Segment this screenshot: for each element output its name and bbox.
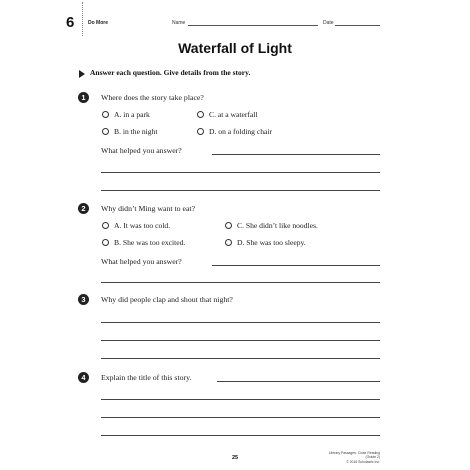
q1-option-a[interactable] [102,110,150,119]
radio-circle-icon[interactable] [102,222,109,229]
answer-line[interactable] [101,435,380,436]
q1-option-d[interactable] [197,127,272,136]
question-number-4: 4 [78,372,89,383]
answer-line[interactable] [101,417,380,418]
radio-circle-icon[interactable] [225,239,232,246]
q2-option-c[interactable] [225,221,318,230]
answer-line[interactable] [101,340,380,341]
credit-line: © 2016 Scholastic Inc. [346,459,380,464]
question-2-text: Why didn’t Ming want to eat? [101,204,196,213]
footer-credit [318,451,380,464]
question-4-text: Explain the title of this story. [101,373,192,382]
date-label: Date [323,20,334,26]
section-label: Do More [88,20,108,26]
question-number-3: 3 [78,294,89,305]
q2-option-b[interactable] [102,238,185,247]
date-field-line[interactable] [335,25,380,26]
question-number-2: 2 [78,203,89,214]
name-label: Name [172,20,186,26]
q1-option-b[interactable] [102,127,157,136]
radio-circle-icon[interactable] [102,111,109,118]
option-label: D. on a folding chair [209,127,273,136]
answer-line[interactable] [101,358,380,359]
radio-circle-icon[interactable] [102,239,109,246]
radio-circle-icon[interactable] [102,128,109,135]
q1-option-c[interactable] [197,110,258,119]
answer-line[interactable] [101,322,380,323]
q2-option-a[interactable] [102,221,170,230]
header-divider [82,2,83,36]
option-label: B. in the night [114,127,158,136]
option-label: C. She didn’t like noodles. [237,221,318,230]
question-1-text: Where does the story take place? [101,93,204,102]
answer-line[interactable] [101,190,380,191]
radio-circle-icon[interactable] [197,128,204,135]
answer-line[interactable] [101,282,380,283]
answer-line[interactable] [217,381,380,382]
option-label: A. in a park [114,110,150,119]
answer-line[interactable] [212,265,380,266]
question-number-1: 1 [78,92,89,103]
option-label: A. It was too cold. [114,221,171,230]
page-number: 6 [66,14,75,31]
question-3-text: Why did people clap and shout that night? [101,295,233,304]
option-label: C. at a waterfall [209,110,258,119]
q1-support-prompt: What helped you answer? [101,146,182,155]
answer-line[interactable] [101,172,380,173]
instructions: Answer each question. Give details from the story. [90,68,251,77]
radio-circle-icon[interactable] [197,111,204,118]
name-field-line[interactable] [188,25,318,26]
option-label: B. She was too excited. [114,238,186,247]
answer-line[interactable] [212,154,380,155]
footer-page-number: 25 [231,455,239,461]
option-label: D. She was too sleepy. [237,238,306,247]
arrow-icon [79,70,85,78]
q2-support-prompt: What helped you answer? [101,257,182,266]
radio-circle-icon[interactable] [225,222,232,229]
q2-option-d[interactable] [225,238,306,247]
credit-line: Literary Passages: Close Reading (Grade 2) [328,451,380,460]
worksheet-title: Waterfall of Light [178,40,292,56]
answer-line[interactable] [101,399,380,400]
